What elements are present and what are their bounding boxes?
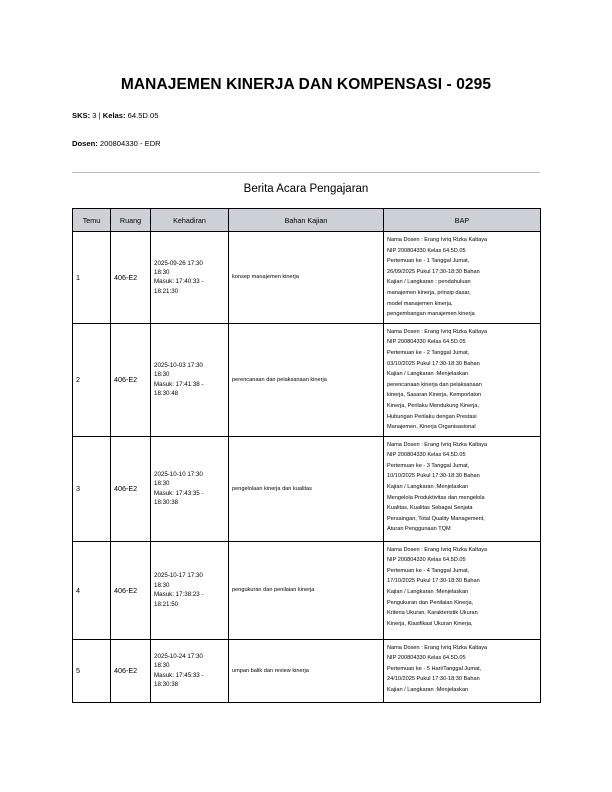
bap-line: 24/10/2025 Pukul 17:30-18:30 Bahan	[387, 676, 480, 683]
cell-bahan-kajian: konsep manajemen kinerja	[229, 232, 384, 324]
bap-line: 03/10/2025 Pukul 17:30-18:30 Bahan	[387, 360, 480, 367]
kehadiran-line: Masuk: 17:41:38 -	[154, 380, 204, 388]
bap-line: Hubungan Perilaku dengan Prestasi	[387, 413, 477, 420]
cell-bap	[384, 232, 541, 324]
bap-line: Nama Dosen : Erang Ivriq Rizka Kaltaya	[387, 644, 488, 651]
header-bap: BAP	[384, 209, 541, 232]
kehadiran-line: 18:30	[154, 662, 170, 670]
cell-bap	[384, 436, 541, 541]
bap-line: Kualitas, Kualitas Sebagai Senjata	[387, 505, 473, 512]
bap-line: Kajian / Langkaran :Menjelaskan	[387, 687, 469, 694]
kehadiran-line: 18:21:50	[154, 600, 179, 608]
teaching-report-table	[72, 208, 541, 703]
table-row	[73, 639, 541, 702]
header-kehadiran: Kehadiran	[151, 209, 229, 232]
bap-line: NIP 200804330 Kelas 64.5D.05	[387, 247, 466, 254]
kehadiran-line: 18:30:38	[154, 681, 179, 689]
course-meta-line	[72, 111, 158, 120]
cell-ruang: 406-E2	[111, 232, 151, 324]
bap-line: manajemen kinerja, prinsip dasar,	[387, 289, 471, 296]
bap-line: Pertemuan ke - 2 Tanggal Jumat,	[387, 349, 470, 356]
header-temu: Temu	[73, 209, 111, 232]
sks-value: 3	[92, 111, 97, 120]
cell-temu: 3	[73, 436, 111, 541]
cell-ruang: 406-E2	[111, 639, 151, 702]
bap-line: NIP 200804330 Kelas 64.5D.05	[387, 452, 466, 459]
bap-line: Kinerja, Klasifikasi Ukuran Kinerja,	[387, 620, 473, 627]
lecturer-line	[72, 139, 161, 148]
header-bahan-kajian: Bahan Kajian	[229, 209, 384, 232]
cell-ruang: 406-E2	[111, 323, 151, 436]
cell-bahan-kajian: umpan balik dan review kinerja	[229, 639, 384, 702]
cell-bahan-kajian: perencanaan dan pelaksanaan kinerja	[229, 323, 384, 436]
bap-line: model manajemen kinerja,	[387, 300, 453, 307]
bap-line: Manajemen, Kinerja Organisasional	[387, 424, 476, 431]
kehadiran-line: 18:30	[154, 268, 170, 276]
cell-kehadiran	[151, 639, 229, 702]
bap-line: Kajian / Langkaran :Menjelaskan	[387, 371, 469, 378]
cell-temu: 2	[73, 323, 111, 436]
cell-bap	[384, 639, 541, 702]
kehadiran-line: 18:30	[154, 371, 170, 379]
bap-line: Pertemuan ke - 1 Tanggal Jumat,	[387, 258, 470, 265]
bap-line: Nama Dosen : Erang Ivriq Rizka Kaltaya	[387, 441, 488, 448]
kehadiran-line: 2025-09-26 17:30	[154, 259, 203, 267]
cell-temu: 1	[73, 232, 111, 324]
bap-line: Pertemuan ke - 4 Tanggal Jumat,	[387, 567, 470, 574]
bap-line: kinerja, Sasaran Kinerja, Kemporlaton	[387, 392, 482, 399]
bap-line: Pertemuan ke - 5 Hari/Tanggal Jumat,	[387, 665, 482, 672]
table-row	[73, 436, 541, 541]
bap-line: Kajian / Langkaran :Menjelaskan	[387, 484, 469, 491]
bap-line: Aturan Penggunaan TQM	[387, 526, 451, 533]
cell-temu: 5	[73, 639, 111, 702]
bap-line: Nama Dosen : Erang Ivriq Rizka Kaltaya	[387, 328, 488, 335]
kehadiran-line: Masuk: 17:45:33 -	[154, 671, 204, 679]
bap-line: 10/10/2025 Pukul 17:30-18:30 Bahan	[387, 473, 480, 480]
separator: |	[98, 111, 103, 120]
kehadiran-line: 18:30:48	[154, 390, 179, 398]
bap-line: Kajian / Langkaran : pendahuluan	[387, 279, 471, 286]
kelas-label: Kelas:	[102, 111, 126, 120]
bap-line: Nama Dosen : Erang Ivriq Rizka Kaltaya	[387, 237, 488, 243]
cell-bap	[384, 323, 541, 436]
cell-bahan-kajian: pengukuran dan penilaian kinerja	[229, 541, 384, 639]
bap-line: NIP 200804330 Kelas 64.5D.05	[387, 655, 466, 662]
cell-kehadiran	[151, 323, 229, 436]
kehadiran-line: 18:21:30	[154, 287, 179, 295]
sks-label: SKS:	[72, 111, 91, 120]
dosen-value: 200804330 - EDR	[99, 139, 161, 148]
kehadiran-line: 2025-10-17 17:30	[154, 572, 203, 580]
bap-line: Pertemuan ke - 3 Tanggal Jumat,	[387, 462, 470, 469]
table-row	[73, 232, 541, 324]
table-header-row	[73, 209, 541, 232]
bap-line: 26/09/2025 Pukul 17:30-18:30 Bahan	[387, 268, 480, 275]
bap-line: NIP 200804330 Kelas 64.5D.05	[387, 557, 466, 564]
cell-kehadiran	[151, 436, 229, 541]
cell-bap	[384, 541, 541, 639]
kehadiran-line: 18:30	[154, 480, 170, 488]
table-row	[73, 541, 541, 639]
cell-temu: 4	[73, 541, 111, 639]
cell-kehadiran	[151, 541, 229, 639]
section-title: Berita Acara Pengajaran	[243, 183, 369, 195]
kehadiran-line: Masuk: 17:43:35 -	[154, 489, 204, 497]
bap-line: Nama Dosen : Erang Ivriq Rizka Kaltaya	[387, 546, 488, 553]
cell-ruang: 406-E2	[111, 541, 151, 639]
course-title: MANAJEMEN KINERJA DAN KOMPENSASI - 0295	[120, 76, 492, 93]
kehadiran-line: 18:30	[154, 581, 170, 589]
bap-line: 17/10/2025 Pukul 17:30-18:30 Bahan	[387, 578, 480, 585]
kehadiran-line: 2025-10-03 17:30	[154, 361, 203, 369]
kehadiran-line: 2025-10-10 17:30	[154, 470, 203, 478]
bap-line: pengembangan manajemen kinerja	[387, 311, 475, 318]
divider	[72, 172, 540, 173]
bap-line: Pengukuran dan Penilaian Kinerja,	[387, 599, 474, 606]
cell-ruang: 406-E2	[111, 436, 151, 541]
kelas-value: 64.5D.05	[127, 111, 159, 120]
bap-line: Persaingan, Total Quality Management,	[387, 515, 485, 522]
header-ruang: Ruang	[111, 209, 151, 232]
cell-bahan-kajian: pengelolaan kinerja dan kualitas	[229, 436, 384, 541]
kehadiran-line: 18:30:38	[154, 499, 179, 507]
kehadiran-line: Masuk: 17:38:23 -	[154, 591, 204, 599]
bap-line: Kajian / Langkaran :Menjelaskan	[387, 589, 469, 596]
bap-line: Kriteria Ukuran, Karakteristik Ukuran	[387, 610, 478, 617]
table-row	[73, 323, 541, 436]
kehadiran-line: 2025-10-24 17:30	[154, 652, 203, 660]
bap-line: Mengelola Produktivitas dan mengelola	[387, 494, 485, 501]
dosen-label: Dosen:	[72, 139, 98, 148]
bap-line: Kinerja, Perilaku Mendukung Kinerja,	[387, 402, 480, 409]
bap-line: NIP 200804330 Kelas 64.5D.05	[387, 339, 466, 346]
bap-line: perencanaan kinerja dan pelaksanaan	[387, 381, 482, 388]
cell-kehadiran	[151, 232, 229, 324]
kehadiran-line: Masuk: 17:40:33 -	[154, 278, 204, 286]
